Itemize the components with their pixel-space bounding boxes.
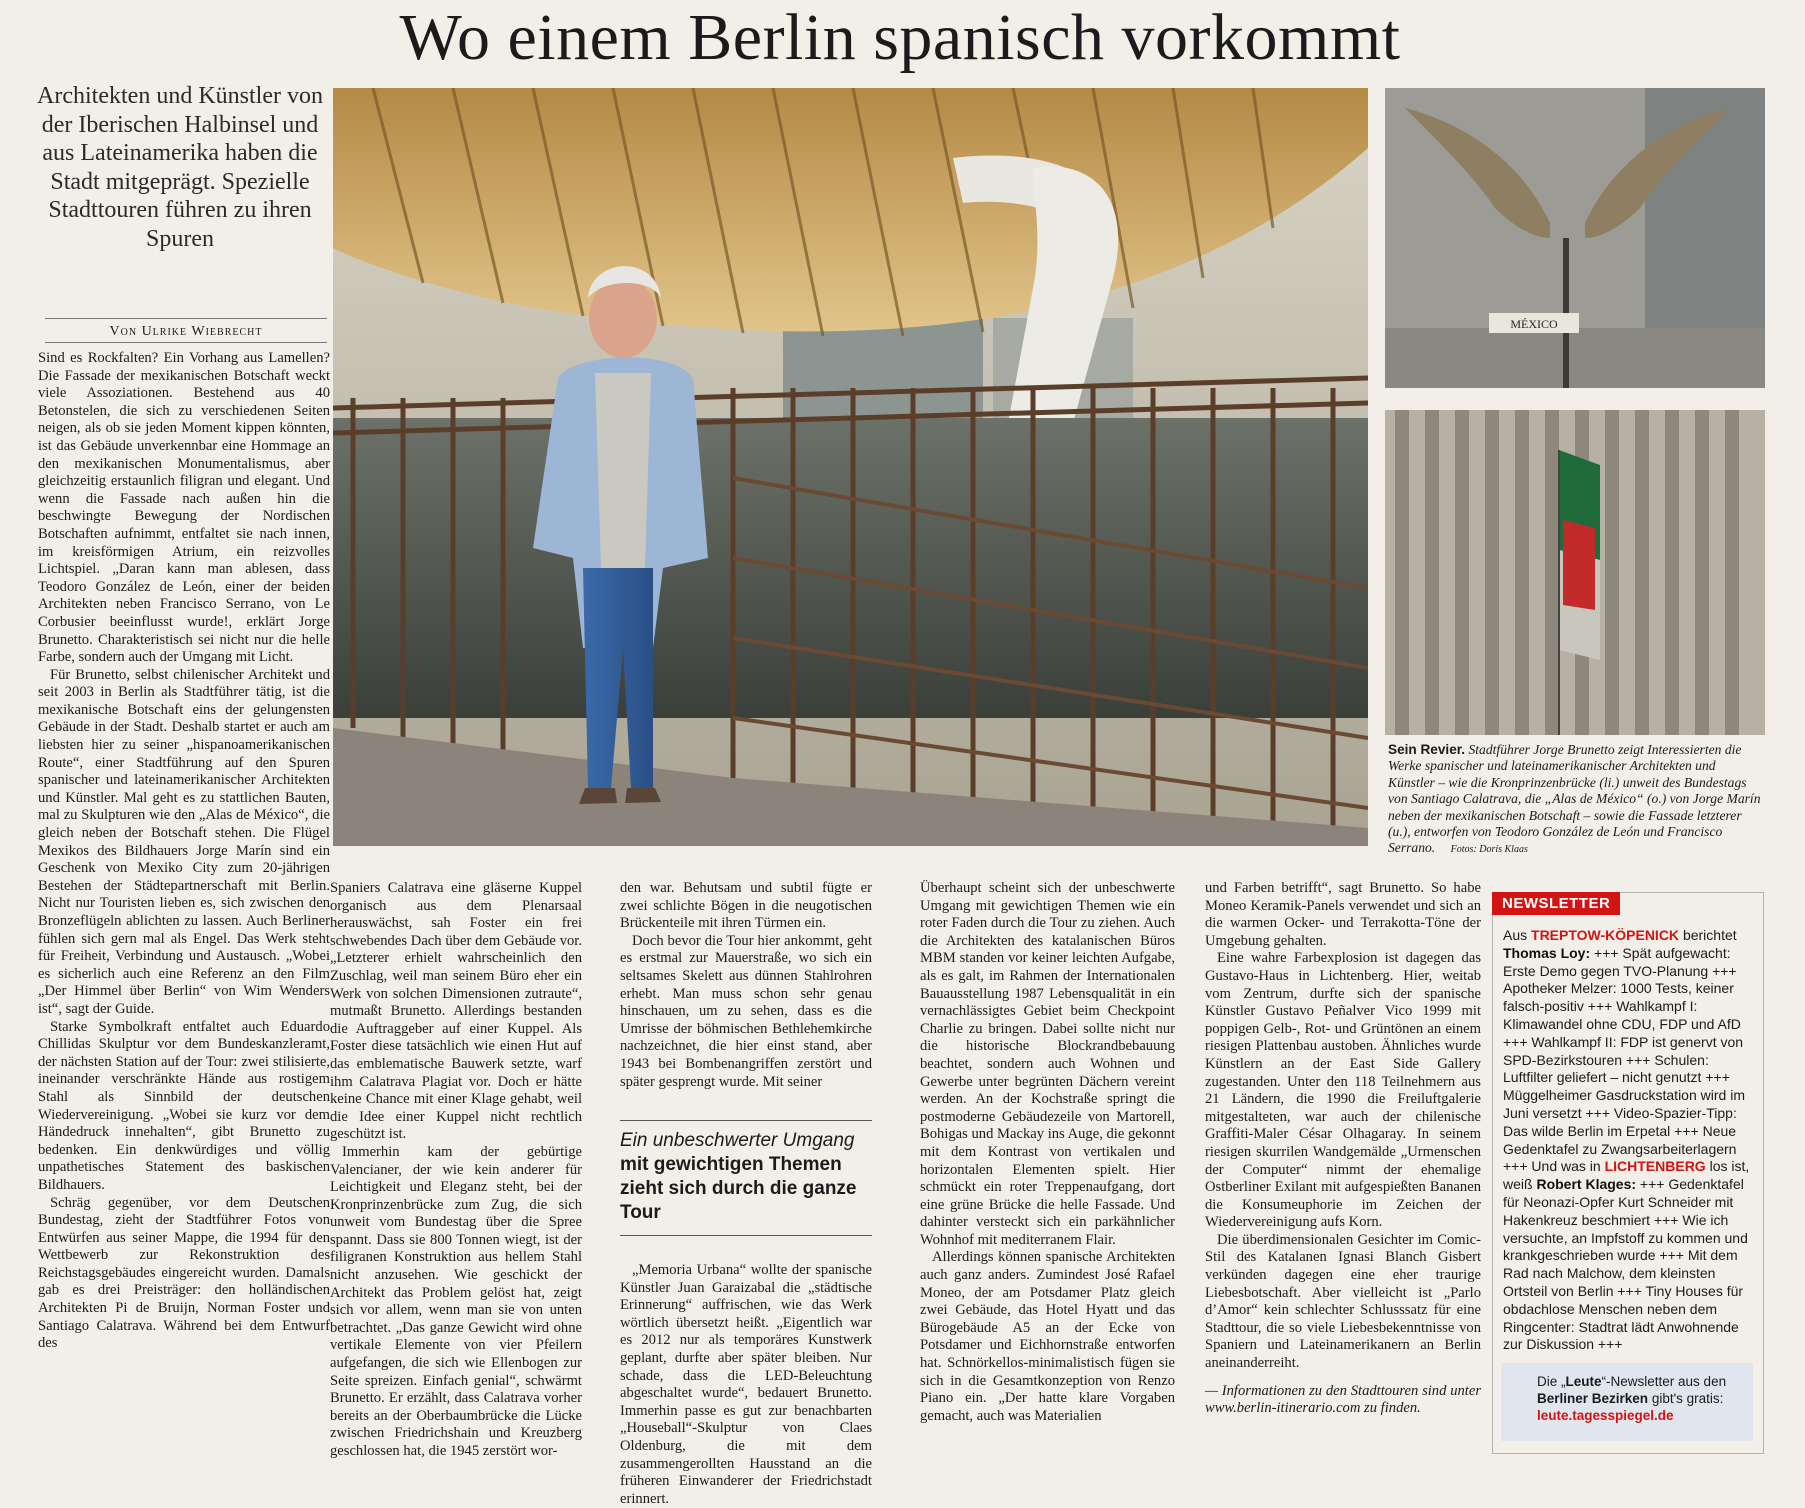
- pull-quote-line-1: Ein unbeschwerter Umgang: [620, 1130, 855, 1151]
- article-column-4: [920, 880, 1175, 1425]
- promo-pre: Die „: [1537, 1374, 1566, 1389]
- newsletter-promo: [1501, 1363, 1753, 1441]
- pull-quote: [620, 1120, 872, 1236]
- district-treptow-koepenick: TREPTOW-KÖPENICK: [1531, 927, 1680, 943]
- article-column-2: [330, 880, 582, 1461]
- promo-leute: Leute: [1565, 1374, 1602, 1389]
- nl-los-ist: los ist, weiß: [1503, 1158, 1750, 1193]
- paragraph: Für Brunetto, selbst chilenischer Architekt und seit 2003 in Berlin als Stadtführer tätig, ist die mexikanische Botschaft eins der gelungensten Gebäude in der Stadt. Deshalb startet er auch am liebsten hier zu seiner „hispanoamerikanischen Route“, einer Stadtführung auf den Spuren spanischer und lateinamerikanischer Architekten und Künstler. Mal geht es zu stattlichen Bauten, mal zu Skulpturen wie den „Alas de México“, die gleich neben der Botschaft stehen. Die Flügel Mexikos des Bildhauers Jorge Marín sind ein Geschenk von Mexiko City zum 20-jährigen Bestehen der Städtepartnerschaft mit Berlin. Nicht nur Touristen lieben es, sich zwischen den Bronzeflügeln ablichten zu lassen. Auch Berliner fühlen sich gern mal als Engel. Das Werk steht für Freiheit, Verbindung und Austausch. „Wobei es sicherlich auch eine Referenz an den Film „Der Himmel über Berlin“ von Wim Wenders ist“, sagt der Guide.: [38, 666, 330, 1017]
- newsletter-link[interactable]: leute.tagesspiegel.de: [1537, 1408, 1674, 1423]
- article-column-5: [1205, 880, 1481, 1418]
- newsletter-promo-text: [1537, 1373, 1747, 1424]
- nl-und-in: Und was in: [1531, 1158, 1601, 1175]
- nl-aus: Aus: [1503, 927, 1528, 943]
- paragraph: „Memoria Urbana“ wollte der spanische Künstler Juan Garaizabal die „städtische Erinnerung“ auffrischen, wie das Werk wörtlich übersetzt heißt. „Eigentlich war es 2012 nur als temporäres Kunstwerk geplant, durfte aber später bleiben. Nur schade, dass die LED-Beleuchtung abgeschaltet wurde“, bedauert Brunetto. Immerhin passe es gut zur benachbarten „Houseball“-Skulptur von Claes Oldenburg, die mit dem zusammengerollten Hausstand an die früheren Einwanderer der Friedrichstadt erinnert.: [620, 1262, 872, 1507]
- nl-berichtet: berichtet: [1682, 927, 1737, 943]
- headline: Wo einem Berlin spanisch vorkommt: [399, 1, 1401, 74]
- info-note: — Informationen zu den Stadttouren sind unter www.berlin-itinerario.com zu finden.: [1205, 1382, 1481, 1417]
- pull-quote-line-2: mit gewichtigen Themen zieht sich durch die ganze Tour: [620, 1154, 857, 1223]
- paragraph: Sind es Rockfalten? Ein Vorhang aus Lamellen? Die Fassade der mexikanischen Botschaft weckt viele Assoziationen. Bestehend aus 40 Betonstelen, die sich zu verschiedenen Seiten neigen, als ob sie jeden Moment kippen könnten, ist das Gebäude unverkennbar eine Hommage an den mexikanischen Monumentalismus, aber gleichzeitig erstaunlich filigran und elegant. Und wenn die Fassade nach außen hin die beschwingte Bewegung der Nordischen Botschaften aufnimmt, entfaltet sie nach innen, im kreisförmigen Atrium, ein reizvolles Lichtspiel. „Daran kann man ablesen, dass Teodoro González de León, einer der beiden Architekten neben Francisco Serrano, von Le Corbusier beeinflusst wurde!, erklärt Jorge Brunetto. Charakteristisch sei nicht nur die helle Farbe, sondern auch der Umgang mit Licht.: [38, 350, 330, 666]
- photo-alas-de-mexico: [1385, 88, 1765, 388]
- paragraph: Doch bevor die Tour hier ankommt, geht es erstmal zur Mauerstraße, wo sich ein seltsames Skelett aus dünnen Stahlrohren erhebt. Man muss schon sehr genau hinschauen, um zu sehen, dass es die Umrisse der böhmischen Bethlehemkirche nachzeichnet, die hier einst stand, aber 1943 bei Bombenangriffen zerstört und später gesprengt wurde. Mit seiner: [620, 932, 872, 1090]
- byline-box: [45, 318, 327, 343]
- photo-credit: Fotos: Doris Klaas: [1450, 844, 1528, 856]
- promo-bezirke: Berliner Bezirken: [1537, 1391, 1649, 1406]
- bridge-photo-illustration: [333, 88, 1368, 846]
- paragraph: Starke Symbolkraft entfaltet auch Eduardo Chillidas Skulptur vor dem Bundeskanzleramt, der nächsten Station auf der Tour: zwei stilisierte, ineinander verschränkte Hände aus rostigem Stahl als Sinnbild der deutschen Wiedervereinigung. „Wobei sie kurz vor dem Händedruck innehalten“, gibt Brunetto zu bedenken. Ein denkwürdiges und völlig unpathetisches Statement des baskischen Bildhauers.: [38, 1018, 330, 1193]
- paragraph: den war. Behutsam und subtil fügte er zwei schlichte Bögen in die neugotischen Brückenteile mit ihren Türmen ein.: [620, 880, 872, 932]
- paragraph: Die überdimensionalen Gesichter im Comic-Stil des Katalanen Ignasi Blanch Gisbert verkünden dagegen eine eher traurige Liebesbotschaft. Aber vielleicht ist „Parlo d’Amor“ kein schlechter Schlusssatz für eine Stadttour, die so viele Liebesbekenntnisse von Spaniern und Lateinamerikanern an Berlin aneinanderreiht.: [1205, 1231, 1481, 1372]
- mexico-sign-text: MÉXICO: [1510, 317, 1558, 331]
- district-lichtenberg: LICHTENBERG: [1604, 1158, 1706, 1175]
- nl-text-2: +++ Gedenktafel für Neonazi-Opfer Kurt Schneider mit Hakenkreuz beschmiert +++ Wie ich versuchte, an Impfstoff zu kommen und krankgeschrieben wurde +++ Mit dem Rad nach Malchow, dem kleinsten Ortsteil von Berlin +++ Tiny Houses für obdachlose Menschen neben dem Ringcenter: Stadtrat lädt Anwohnende zur Diskussion +++: [1503, 1176, 1748, 1353]
- facade-photo-illustration: [1385, 410, 1765, 735]
- paragraph: und Farben betrifft“, sagt Brunetto. So habe Moneo Keramik-Panels verwendet und sich an die warmen Ocker- und Terrakotta-Töne der Umgebung gehalten.: [1205, 880, 1481, 949]
- author-robert-klages: Robert Klages:: [1536, 1176, 1637, 1193]
- caption-text: Stadtführer Jorge Brunetto zeigt Interessierten die Werke spanischer und lateinamerikanischer Architekten und Künstler – wie die Kronprinzenbrücke (li.) unweit des Bundestags von Santiago Calatrava, die „Alas de México“ (o.) von Jorge Marín neben der mexikanischen Botschaft – sowie die Fassade letzterer (u.), entworfen von Teodoro González de León und Francisco Serrano.: [1388, 742, 1761, 856]
- newsletter-box: [1492, 892, 1764, 1454]
- article-column-1: [38, 350, 330, 1353]
- paragraph: Spaniers Calatrava eine gläserne Kuppel organisch aus dem Plenarsaal herauswächst, sah Foster ein frei schwebendes Dach über dem Gebäude vor. „Letzterer erhielt wahrscheinlich den Zuschlag, weil man seinem Büro eher ein Werk von solchen Dimensionen zutraute“, mutmaßt Brunetto. Allerdings bestanden die Auftraggeber auf einer Kuppel. Als Foster diese tatsächlich wie einen Hut auf das emblematische Bauwerk setzte, warf ihm Calatrava Plagiat vor. Doch er hätte keine Chance mit einer Klage gehabt, weil die Idee einer Kuppel nicht rechtlich geschützt ist.: [330, 880, 582, 1143]
- paragraph: Eine wahre Farbexplosion ist dagegen das Gustavo-Haus in Lichtenberg. Hier, weitab vom Zentrum, durfte sich der spanische Künstler Gustavo Peñalver Vico 1999 mit poppigen Gelb-, Rot- und Grüntönen an einem riesigen Plattenbau austoben. Ähnliches wurde Künstlern an der East Side Gallery zugestanden. Unter den 118 Teilnehmern aus 21 Ländern, die 1990 die Freiluftgalerie mitgestalteten, war auch der chilenische Graffiti-Maler César Olhagaray. In seinem riesigen skurrilen Wandgemälde „Urmenschen der Computer“ nimmt der ehemalige Ostberliner Exilant mit aufgespießten Bananen die Konsumeuphorie im Zeichen der Wiedervereinigung aufs Korn.: [1205, 950, 1481, 1231]
- author-thomas-loy: Thomas Loy:: [1503, 944, 1591, 961]
- nl-text-1: +++ Spät aufgewacht: Erste Demo gegen TVO-Planung +++ Apotheker Melzer: 1000 Tests, keiner falsch-positiv +++ Wahlkampf I: Klimawandel ohne CDU, FDP und AfD +++ Wahlkampf II: FDP ist genervt von SPD-Bezirkstouren +++ Schulen: Luftfilter geliefert – nicht genutzt +++ Müggelheimer Gasdruckstation wird im Juni versetzt +++ Video-Spazier-Tipp: Das wilde Berlin im Erpetal +++ Neue Gedenktafel zu Zwangsarbeiterlagern +++: [1503, 944, 1745, 1175]
- kicker: Architekten und Künstler von der Iberischen Halbinsel und aus Lateinamerika haben die Stadt mitgeprägt. Spezielle Stadttouren führen zu ihren Spuren: [37, 83, 323, 252]
- photo-kronprinzenbruecke: [333, 88, 1368, 846]
- caption-lead: Sein Revier.: [1388, 742, 1466, 757]
- paragraph: Überhaupt scheint sich der unbeschwerte Umgang mit gewichtigen Themen wie ein roter Faden durch die Tour zu ziehen. Auch die Architekten des katalanischen Büros MBM standen vor keiner leichten Aufgabe, als es galt, im Rahmen der Internationalen Bauausstellung 1987 Lebensqualität in ein vernachlässigtes Gebiet beim Checkpoint Charlie zu bringen. Dabei sollte nicht nur die historische Blockrandbebauung beachtet, sondern auch Wohnen und Gewerbe unter begrünten Dächern vereint werden. An der Kochstraße springt die postmoderne Gebäudezeile von Martorell, Bohigas und Mackay ins Auge, die gekonnt mit dem Kontrast von vertikalen und horizontalen Elementen spielt. Hier schmückt ein roter Treppenaufgang, dort eine grüne Brücke die helle Fassade. Und dahinter versteckt sich ein parkähnlicher Wohnhof mit mediterranem Flair.: [920, 880, 1175, 1248]
- article-column-3-lower: [620, 1262, 872, 1508]
- newsletter-body: [1503, 927, 1755, 1354]
- photo-botschaft-fassade: [1385, 410, 1765, 735]
- paragraph: Immerhin kam der gebürtige Valencianer, der wie kein anderer für Leichtigkeit und Eleganz steht, bei der Kronprinzenbrücke zum Zug, die sich unweit vom Bundestag über die Spree spannt. Dass sie 800 Tonnen wiegt, ist der filigranen Konstruktion aus hellem Stahl nicht anzusehen. Wie geschickt der Architekt das Problem gelöst hat, zeigt sich vor allem, wenn man sie von unten betrachtet. „Das ganze Gewicht wird ohne vertikale Elemente von vier Pfeilern aufgefangen, die sich wie Ellenbogen zur Seite spreizen. Einfach genial“, schwärmt Brunetto. Er erzählt, dass Calatrava vorher bereits an der Oberbaumbrücke die Lücke zwischen Friedrichshain und Kreuzberg geschlossen hat, die 1945 zerstört wor-: [330, 1143, 582, 1459]
- paragraph: Schräg gegenüber, vor dem Deutschen Bundestag, zieht der Stadtführer Fotos von Entwürfen aus seiner Mappe, die 1994 für den Wettbewerb zur Rekonstruktion des Reichstagsgebäudes eingereicht wurden. Damals gab es drei Preisträger: den holländischen Architekten Pi de Bruijn, Norman Foster und Santiago Calatrava. Während bei dem Entwurf des: [38, 1194, 330, 1352]
- byline: Von Ulrike Wiebrecht: [109, 324, 263, 339]
- wings-photo-illustration: [1385, 88, 1765, 388]
- promo-mid: “-Newsletter aus den: [1601, 1374, 1727, 1389]
- newsletter-tab: NEWSLETTER: [1492, 892, 1620, 915]
- promo-post: gibt's gratis:: [1651, 1391, 1724, 1406]
- photo-caption: [1388, 742, 1764, 859]
- paragraph: Allerdings können spanische Architekten auch ganz anders. Zumindest José Rafael Moneo, der am Potsdamer Platz gleich zwei Gebäude, das Hotel Hyatt und das Bürogebäude A5 an der Ecke von Potsdamer und Eichhornstraße entworfen hat. Schnörkellos-minimalistisch fügen sie sich in die Gesamtkonzeption von Renzo Piano ein. „Der hatte klare Vorgaben gemacht, auch was Materialien: [920, 1249, 1175, 1424]
- article-column-3: [620, 880, 872, 1091]
